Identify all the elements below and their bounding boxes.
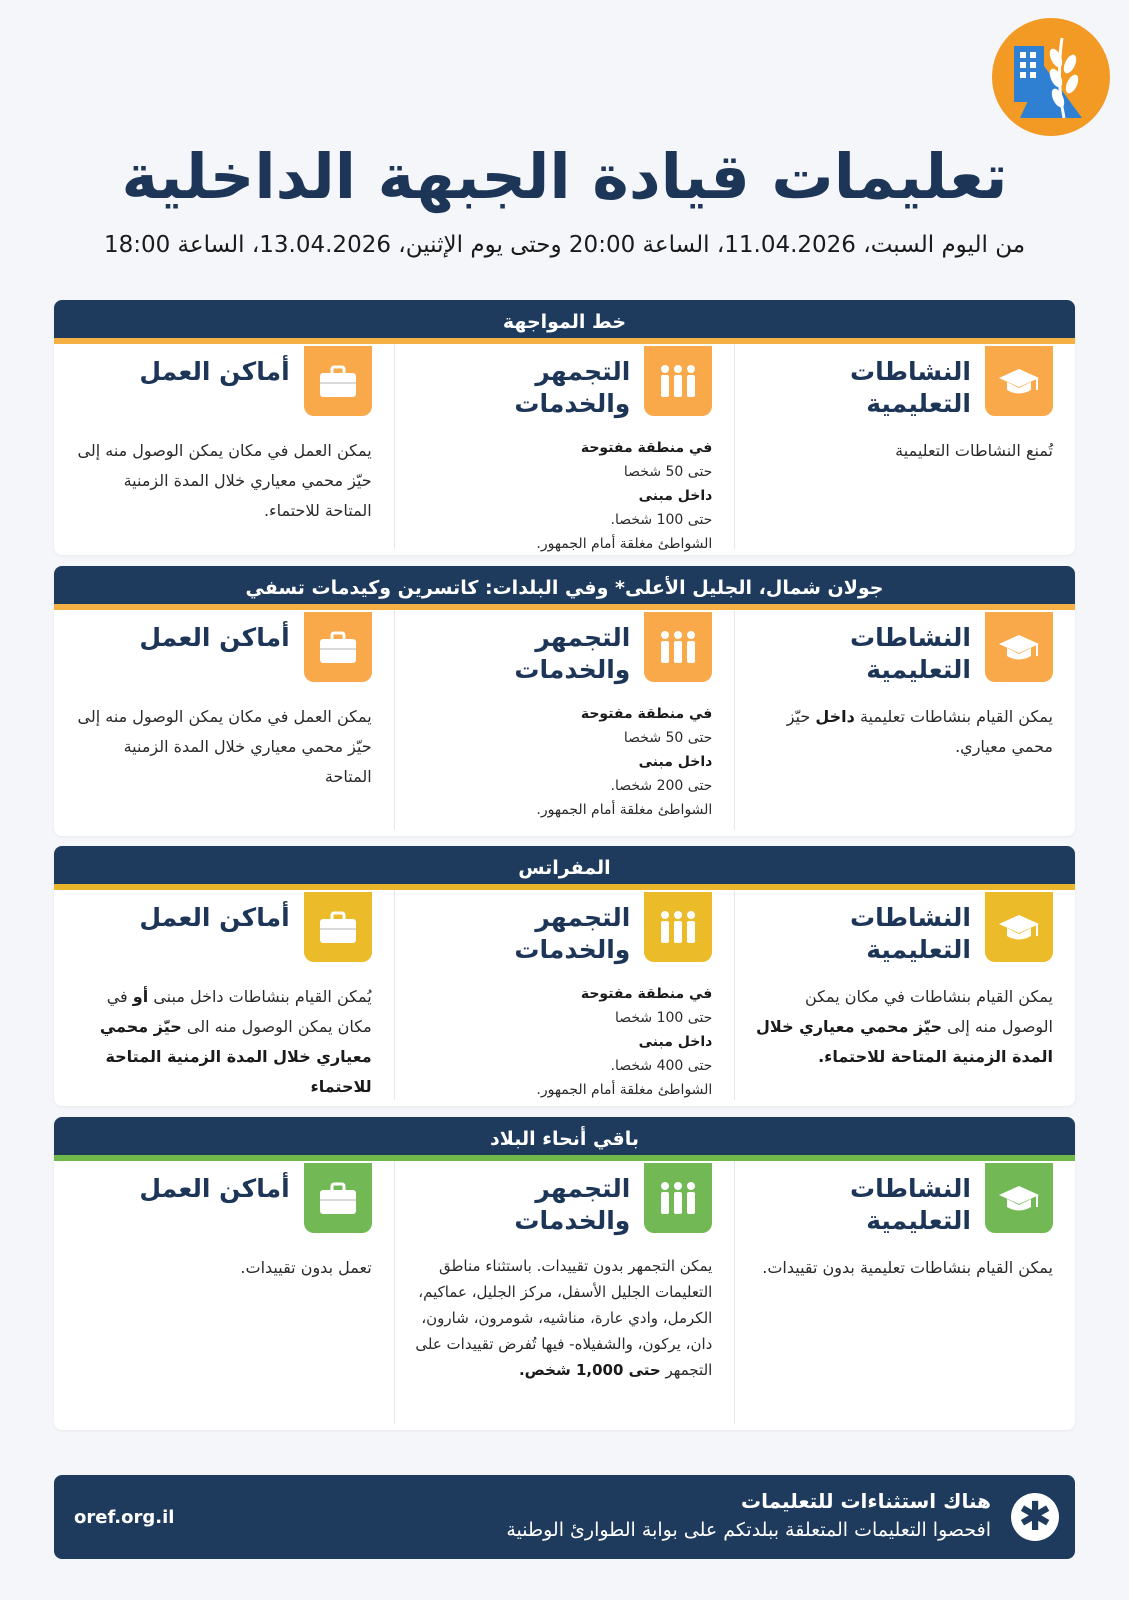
education-text-part: يمكن القيام بنشاطات في مكان يمكن الوصول منه إلى	[804, 987, 1053, 1036]
education-text	[753, 702, 1053, 762]
section-rest-of-country	[54, 1117, 1075, 1430]
asterisk-icon: ✱	[1011, 1493, 1059, 1541]
open-area-limit: حتى 50 شخصا	[623, 730, 713, 746]
column-title: النشاطات التعليمية	[849, 357, 971, 418]
column-title: أماكن العمل	[139, 1174, 290, 1203]
column-title: التجمهر والخدمات	[514, 623, 631, 684]
column-title: أماكن العمل	[139, 357, 290, 386]
education-text: تُمنع النشاطات التعليمية	[895, 441, 1053, 460]
gatherings-text	[413, 436, 713, 555]
graduation-cap-icon	[985, 892, 1053, 962]
beaches-note: الشواطئ مغلقة أمام الجمهور.	[536, 1082, 713, 1098]
education-text: يمكن القيام بنشاطات تعليمية بدون تقييدات.	[762, 1258, 1053, 1277]
exceptions-footer	[54, 1475, 1075, 1559]
workplaces-text-part: في مكان يمكن الوصول منه الى	[106, 987, 372, 1036]
column-title: أماكن العمل	[139, 623, 290, 652]
gatherings-text-part: يمكن التجمهر بدون تقييدات. باستثناء مناطق التعليمات الجليل الأسفل، مركز الجليل، عماكيم، الكرمل، وادي عارة، مناشيه، شومرون، شارون، دان، يركون، والشفيلاه- فيها تُفرض تقييدات على التجمهر	[415, 1257, 713, 1379]
education-text	[753, 982, 1053, 1072]
education-column	[735, 1161, 1075, 1424]
education-text-bold: داخل	[815, 707, 855, 726]
briefcase-icon	[304, 1163, 372, 1233]
inside-building-limit: حتى 400 شخصا.	[610, 1058, 713, 1074]
column-title: أماكن العمل	[139, 903, 290, 932]
education-text-part: حيّز محمي معياري.	[786, 707, 1053, 756]
open-area-label: في منطقة مفتوحة	[580, 706, 713, 722]
gatherings-column	[395, 610, 736, 830]
workplaces-column	[54, 344, 395, 549]
section-title: باقي أنحاء البلاد	[54, 1117, 1075, 1161]
graduation-cap-icon	[985, 612, 1053, 682]
workplaces-column	[54, 610, 395, 830]
inside-building-limit: حتى 200 شخصا.	[610, 778, 713, 794]
gatherings-column	[395, 1161, 736, 1424]
graduation-cap-icon	[985, 346, 1053, 416]
gatherings-text-bold: حتى 1,000 شخص.	[518, 1361, 661, 1379]
inside-building-label: داخل مبنى	[638, 488, 713, 504]
workplaces-text: يمكن العمل في مكان يمكن الوصول منه إلى حيّز محمي معياري خلال المدة الزمنية المتاحة	[77, 707, 372, 786]
beaches-note: الشواطئ مغلقة أمام الجمهور.	[536, 802, 713, 818]
inside-building-label: داخل مبنى	[638, 754, 713, 770]
section-title: جولان شمال، الجليل الأعلى* وفي البلدات: كاتسرين وكيدمات تسفي	[54, 566, 1075, 610]
beaches-note: الشواطئ مغلقة أمام الجمهور.	[536, 536, 713, 552]
section-front-line	[54, 300, 1075, 555]
open-area-limit: حتى 50 شخصا	[623, 464, 713, 480]
open-area-label: في منطقة مفتوحة	[580, 440, 713, 456]
page-title: تعليمات قيادة الجبهة الداخلية	[121, 140, 1008, 213]
workplaces-text-part: يُمكن القيام بنشاطات داخل مبنى	[153, 987, 372, 1006]
footer-title: هناك استثناءات للتعليمات	[741, 1489, 991, 1513]
workplaces-text: يمكن العمل في مكان يمكن الوصول منه إلى حيّز محمي معياري خلال المدة الزمنية المتاحة للاحتماء.	[77, 441, 372, 520]
education-column	[735, 344, 1075, 549]
column-title: التجمهر والخدمات	[514, 357, 631, 418]
section-mifratz	[54, 846, 1075, 1106]
people-icon	[644, 612, 712, 682]
briefcase-icon	[304, 892, 372, 962]
gatherings-text	[413, 702, 713, 822]
footer-text: افحصوا التعليمات المتعلقة ببلدتكم على بوابة الطوارئ الوطنية	[506, 1519, 991, 1541]
section-title: خط المواجهة	[54, 300, 1075, 344]
workplaces-text	[72, 982, 372, 1102]
briefcase-icon	[304, 346, 372, 416]
column-title: النشاطات التعليمية	[849, 903, 971, 964]
date-range: من اليوم السبت، 11.04.2026، الساعة 20:00 وحتى يوم الإثنين، 13.04.2026، الساعة 18:00	[103, 232, 1026, 258]
education-column	[735, 890, 1075, 1100]
education-text-part: يمكن القيام بنشاطات تعليمية	[859, 707, 1053, 726]
workplaces-column	[54, 890, 395, 1100]
gatherings-text	[413, 982, 713, 1102]
people-icon	[644, 1163, 712, 1233]
section-title: المفراتس	[54, 846, 1075, 890]
education-text-bold: حيّز محمي معياري خلال المدة الزمنية المتاحة للاحتماء.	[756, 1017, 1053, 1066]
column-title: النشاطات التعليمية	[849, 623, 971, 684]
workplaces-text-bold: أو	[132, 987, 149, 1006]
gatherings-column	[395, 890, 736, 1100]
home-front-command-logo	[992, 18, 1110, 136]
people-icon	[644, 892, 712, 962]
people-icon	[644, 346, 712, 416]
briefcase-icon	[304, 612, 372, 682]
gatherings-column	[395, 344, 736, 552]
open-area-label: في منطقة مفتوحة	[580, 986, 713, 1002]
section-golan-upper-galilee	[54, 566, 1075, 836]
education-column	[735, 610, 1075, 830]
open-area-limit: حتى 100 شخصا	[614, 1010, 713, 1026]
workplaces-column	[54, 1161, 395, 1424]
workplaces-text: تعمل بدون تقييدات.	[240, 1258, 372, 1277]
graduation-cap-icon	[985, 1163, 1053, 1233]
inside-building-limit: حتى 100 شخصا.	[610, 512, 713, 528]
website-link[interactable]: oref.org.il	[74, 1507, 175, 1528]
inside-building-label: داخل مبنى	[638, 1034, 713, 1050]
column-title: التجمهر والخدمات	[514, 1174, 631, 1235]
gatherings-text	[413, 1253, 713, 1383]
column-title: النشاطات التعليمية	[849, 1174, 971, 1235]
column-title: التجمهر والخدمات	[514, 903, 631, 964]
workplaces-text-bold: حيّز محمي معياري خلال المدة الزمنية المتاحة للاحتماء	[99, 1017, 372, 1096]
